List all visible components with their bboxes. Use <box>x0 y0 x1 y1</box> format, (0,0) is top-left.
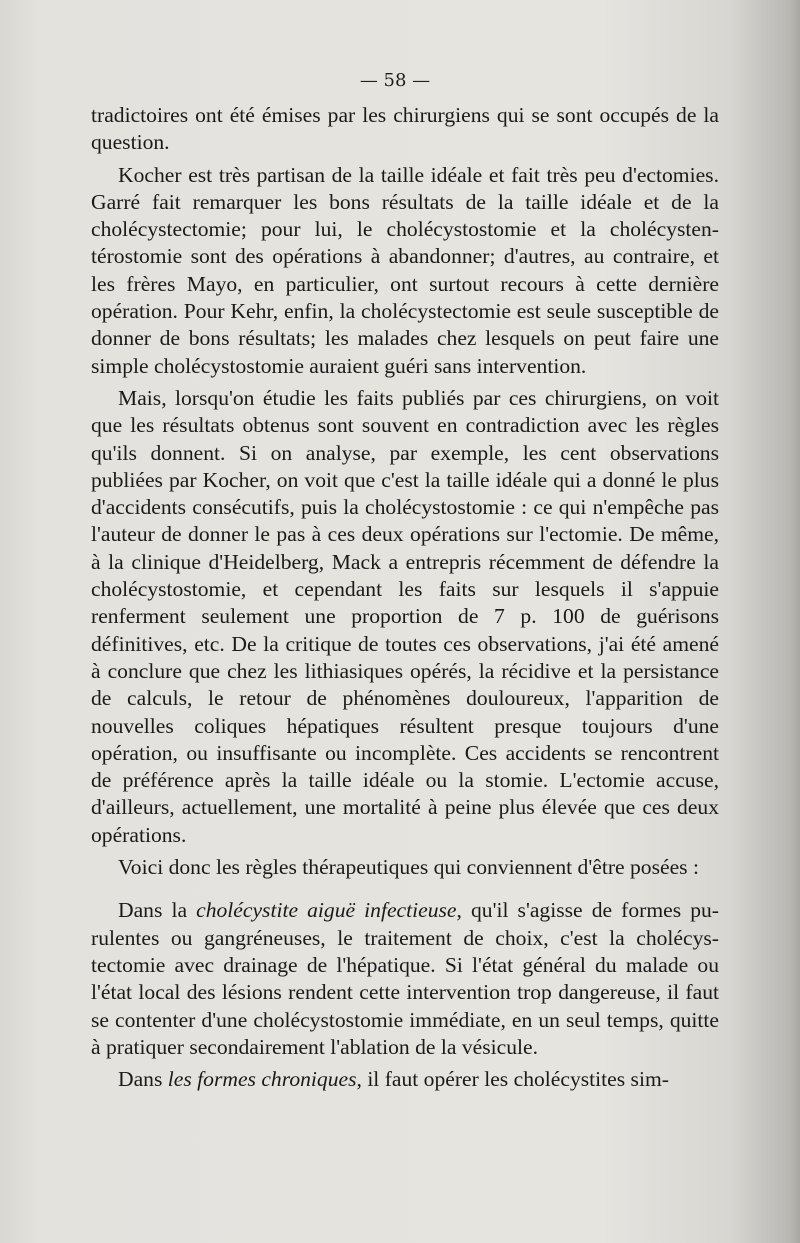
paragraph-4: Voici donc les règles thérapeutiques qui conviennent d'être posées : <box>118 855 699 880</box>
page-number: — 58 — <box>359 70 431 91</box>
paragraph-5-rest: , qu'il s'agisse de formes purulentes ou gangréneuses, le traitement de choix, c'est la cholécystectomie avec drainage de l'hépatique. Si l'état général du malade ou l'état local des lésions rendent cette intervention trop dangereuse, il faut se contenter d'une cholécystostomie immédiate, en un seul temps, quitte à pratiquer secondairement l'ablation de la vésicule. <box>91 898 719 1059</box>
paragraph-6-start: Dans <box>118 1067 168 1092</box>
text-body <box>91 102 719 1093</box>
paragraph-6-emphasis: les formes chroniques <box>167 1067 357 1092</box>
paragraph-3: Mais, lorsqu'on étudie les faits publiés par ces chirurgiens, on voit que les résultats obtenus sont souvent en contradiction avec les règles qu'ils donnent. Si on analyse, par exemple, les cent observations publiées par Kocher, on voit que c'est la taille idéale qui a donné le plus d'accidents consécutifs, puis la cholécystostomie : ce qui n'empêche pas l'auteur de donner le pas à ces deux opérations sur l'ectomie. De même, à la clinique d'Heidelberg, Mack a entrepris récemment de défendre la cholécystostomie, et cependant les faits sur lesquels il s'appuie renferment seulement une proportion de 7 p. 100 de guérisons définitives, etc. De la critique de toutes ces observations, j'ai été amené à conclure que chez les lithiasiques opérés, la récidive et la persistance de calculs, le retour de phénomènes douloureux, l'apparition de nouvelles coliques hépatiques résultent presque toujours d'une opération, ou insuffisante ou incomplète. Ces accidents se rencontrent de préférence après la taille idéale ou la stomie. L'ectomie accuse, d'ailleurs, actuellement, une mortalité à peine plus élevée que ces deux opérations. <box>91 385 719 847</box>
paragraph-5 <box>91 897 719 1061</box>
paragraph-1: tradictoires ont été émises par les chirurgiens qui se sont occupés de la question. <box>91 103 719 155</box>
paragraph-2: Kocher est très partisan de la taille idéale et fait très peu d'ectomies. Garré fait remarquer les bons résultats de la taille idéale et de la cholécystectomie; pour lui, le cholécystostomie et la cholécystentérostomie sont des opérations à abandonner; d'autres, au contraire, et les frères Mayo, en particulier, ont surtout recours à cette dernière opération. Pour Kehr, enfin, la cholécystectomie est seule susceptible de donner de bons résultats; les malades chez lesquels on peut faire une simple cholécystostomie auraient guéri sans intervention. <box>91 162 719 378</box>
paragraph-5-start: Dans la <box>118 898 197 923</box>
paragraph-5-emphasis: cholécystite aiguë infectieuse <box>196 898 457 923</box>
paragraph-6-rest: , il faut opérer les cholécystites sim- <box>356 1067 669 1092</box>
paragraph-6 <box>91 1066 719 1093</box>
